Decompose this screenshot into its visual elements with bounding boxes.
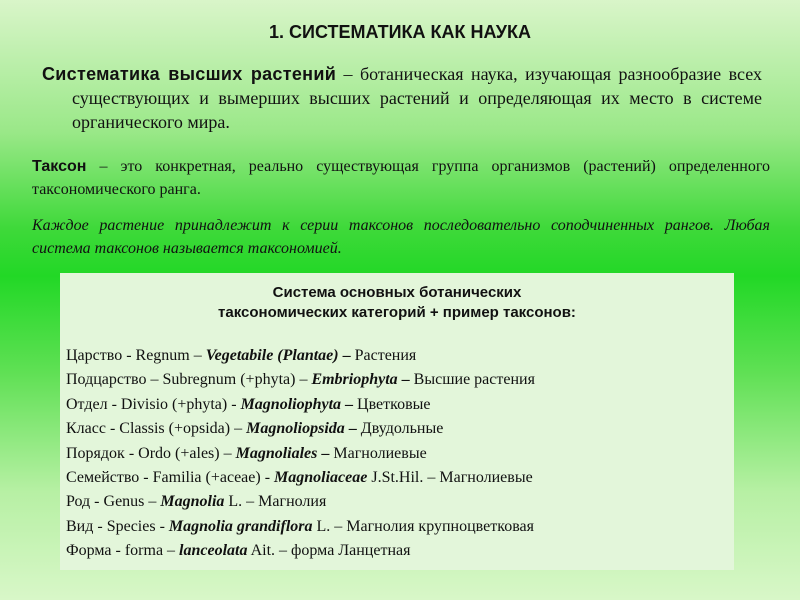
dash: – bbox=[397, 371, 410, 389]
taxon-term: Таксон bbox=[32, 158, 87, 175]
taxonomy-row-subkingdom bbox=[66, 368, 728, 392]
taxon-name: lanceolata bbox=[179, 542, 248, 560]
definition-text: – ботаническая наука, изучающая разнообразие всех существующих и вымерших высших растений и определяющая их место в системе органического мира. bbox=[72, 64, 762, 132]
page-title: 1. СИСТЕМАТИКА КАК НАУКА bbox=[269, 22, 531, 42]
taxonomy-row-form bbox=[66, 539, 728, 563]
common-name: L. – Магнолия bbox=[224, 493, 327, 511]
dash: – bbox=[338, 347, 351, 364]
taxonomy-row-family bbox=[66, 466, 728, 490]
taxonomy-list bbox=[66, 344, 728, 564]
common-name: Ait. – форма Ланцетная bbox=[247, 542, 411, 560]
taxon-name: Magnoliales bbox=[235, 444, 318, 462]
taxonomy-row-division bbox=[66, 393, 728, 417]
definition-term: Систематика высших растений bbox=[42, 64, 337, 84]
taxonomy-row-species bbox=[66, 515, 728, 539]
taxon-name: Magnoliophyta bbox=[240, 395, 342, 413]
rank-label: Род - Genus – bbox=[66, 493, 161, 511]
rank-label: Отдел - Divisio (+phyta) - bbox=[66, 395, 241, 413]
rank-label: Порядок - Ordo (+ales) – bbox=[66, 444, 236, 462]
taxonomy-row-genus bbox=[66, 490, 728, 514]
taxon-name: Magnolia bbox=[160, 493, 225, 511]
taxon-name: Magnoliopsida bbox=[246, 420, 345, 438]
definition-paragraph bbox=[42, 62, 762, 134]
rank-label: Подцарство – Subregnum (+phyta) – bbox=[66, 371, 312, 389]
taxon-text: – это конкретная, реально существующая группа организмов (растений) определенного таксономического ранга. bbox=[32, 158, 770, 198]
common-name: Растения bbox=[350, 347, 417, 364]
taxon-paragraph bbox=[32, 155, 770, 201]
common-name: Высшие растения bbox=[409, 371, 535, 389]
taxon-name: Embriophyta bbox=[311, 371, 398, 389]
taxon-name: Magnolia grandiflora bbox=[168, 517, 313, 535]
dash: – bbox=[341, 395, 354, 413]
rank-label: Класс - Classis (+opsida) – bbox=[66, 420, 247, 438]
rank-label: Царство - Regnum – bbox=[66, 347, 206, 364]
common-name: Магнолиевые bbox=[329, 444, 427, 462]
taxonomy-row-class bbox=[66, 417, 728, 441]
taxonomy-note: Каждое растение принадлежит к серии таксонов последовательно соподчиненных рангов. Любая система таксонов называется таксономией. bbox=[32, 217, 770, 257]
dash: – bbox=[344, 420, 357, 438]
taxon-name: Magnoliaceae bbox=[274, 469, 368, 487]
common-name: L. – Магнолия крупноцветковая bbox=[312, 517, 534, 535]
common-name: J.St.Hil. – Магнолиевые bbox=[367, 469, 533, 487]
box-title-line1: Система основных ботанических bbox=[272, 284, 522, 301]
taxon-name: Vegetabile (Plantae) bbox=[205, 347, 339, 364]
rank-label: Вид - Species - bbox=[66, 517, 169, 535]
box-title-line2: таксономических категорий + пример таксонов: bbox=[218, 304, 576, 321]
taxonomy-row-kingdom bbox=[66, 344, 728, 368]
rank-label: Форма - forma – bbox=[66, 542, 180, 560]
taxonomy-box bbox=[60, 273, 734, 570]
common-name: Цветковые bbox=[353, 395, 431, 413]
common-name: Двудольные bbox=[356, 420, 444, 438]
rank-label: Семейство - Familia (+aceae) - bbox=[66, 469, 275, 487]
dash: – bbox=[317, 444, 330, 462]
taxonomy-row-order bbox=[66, 442, 728, 466]
